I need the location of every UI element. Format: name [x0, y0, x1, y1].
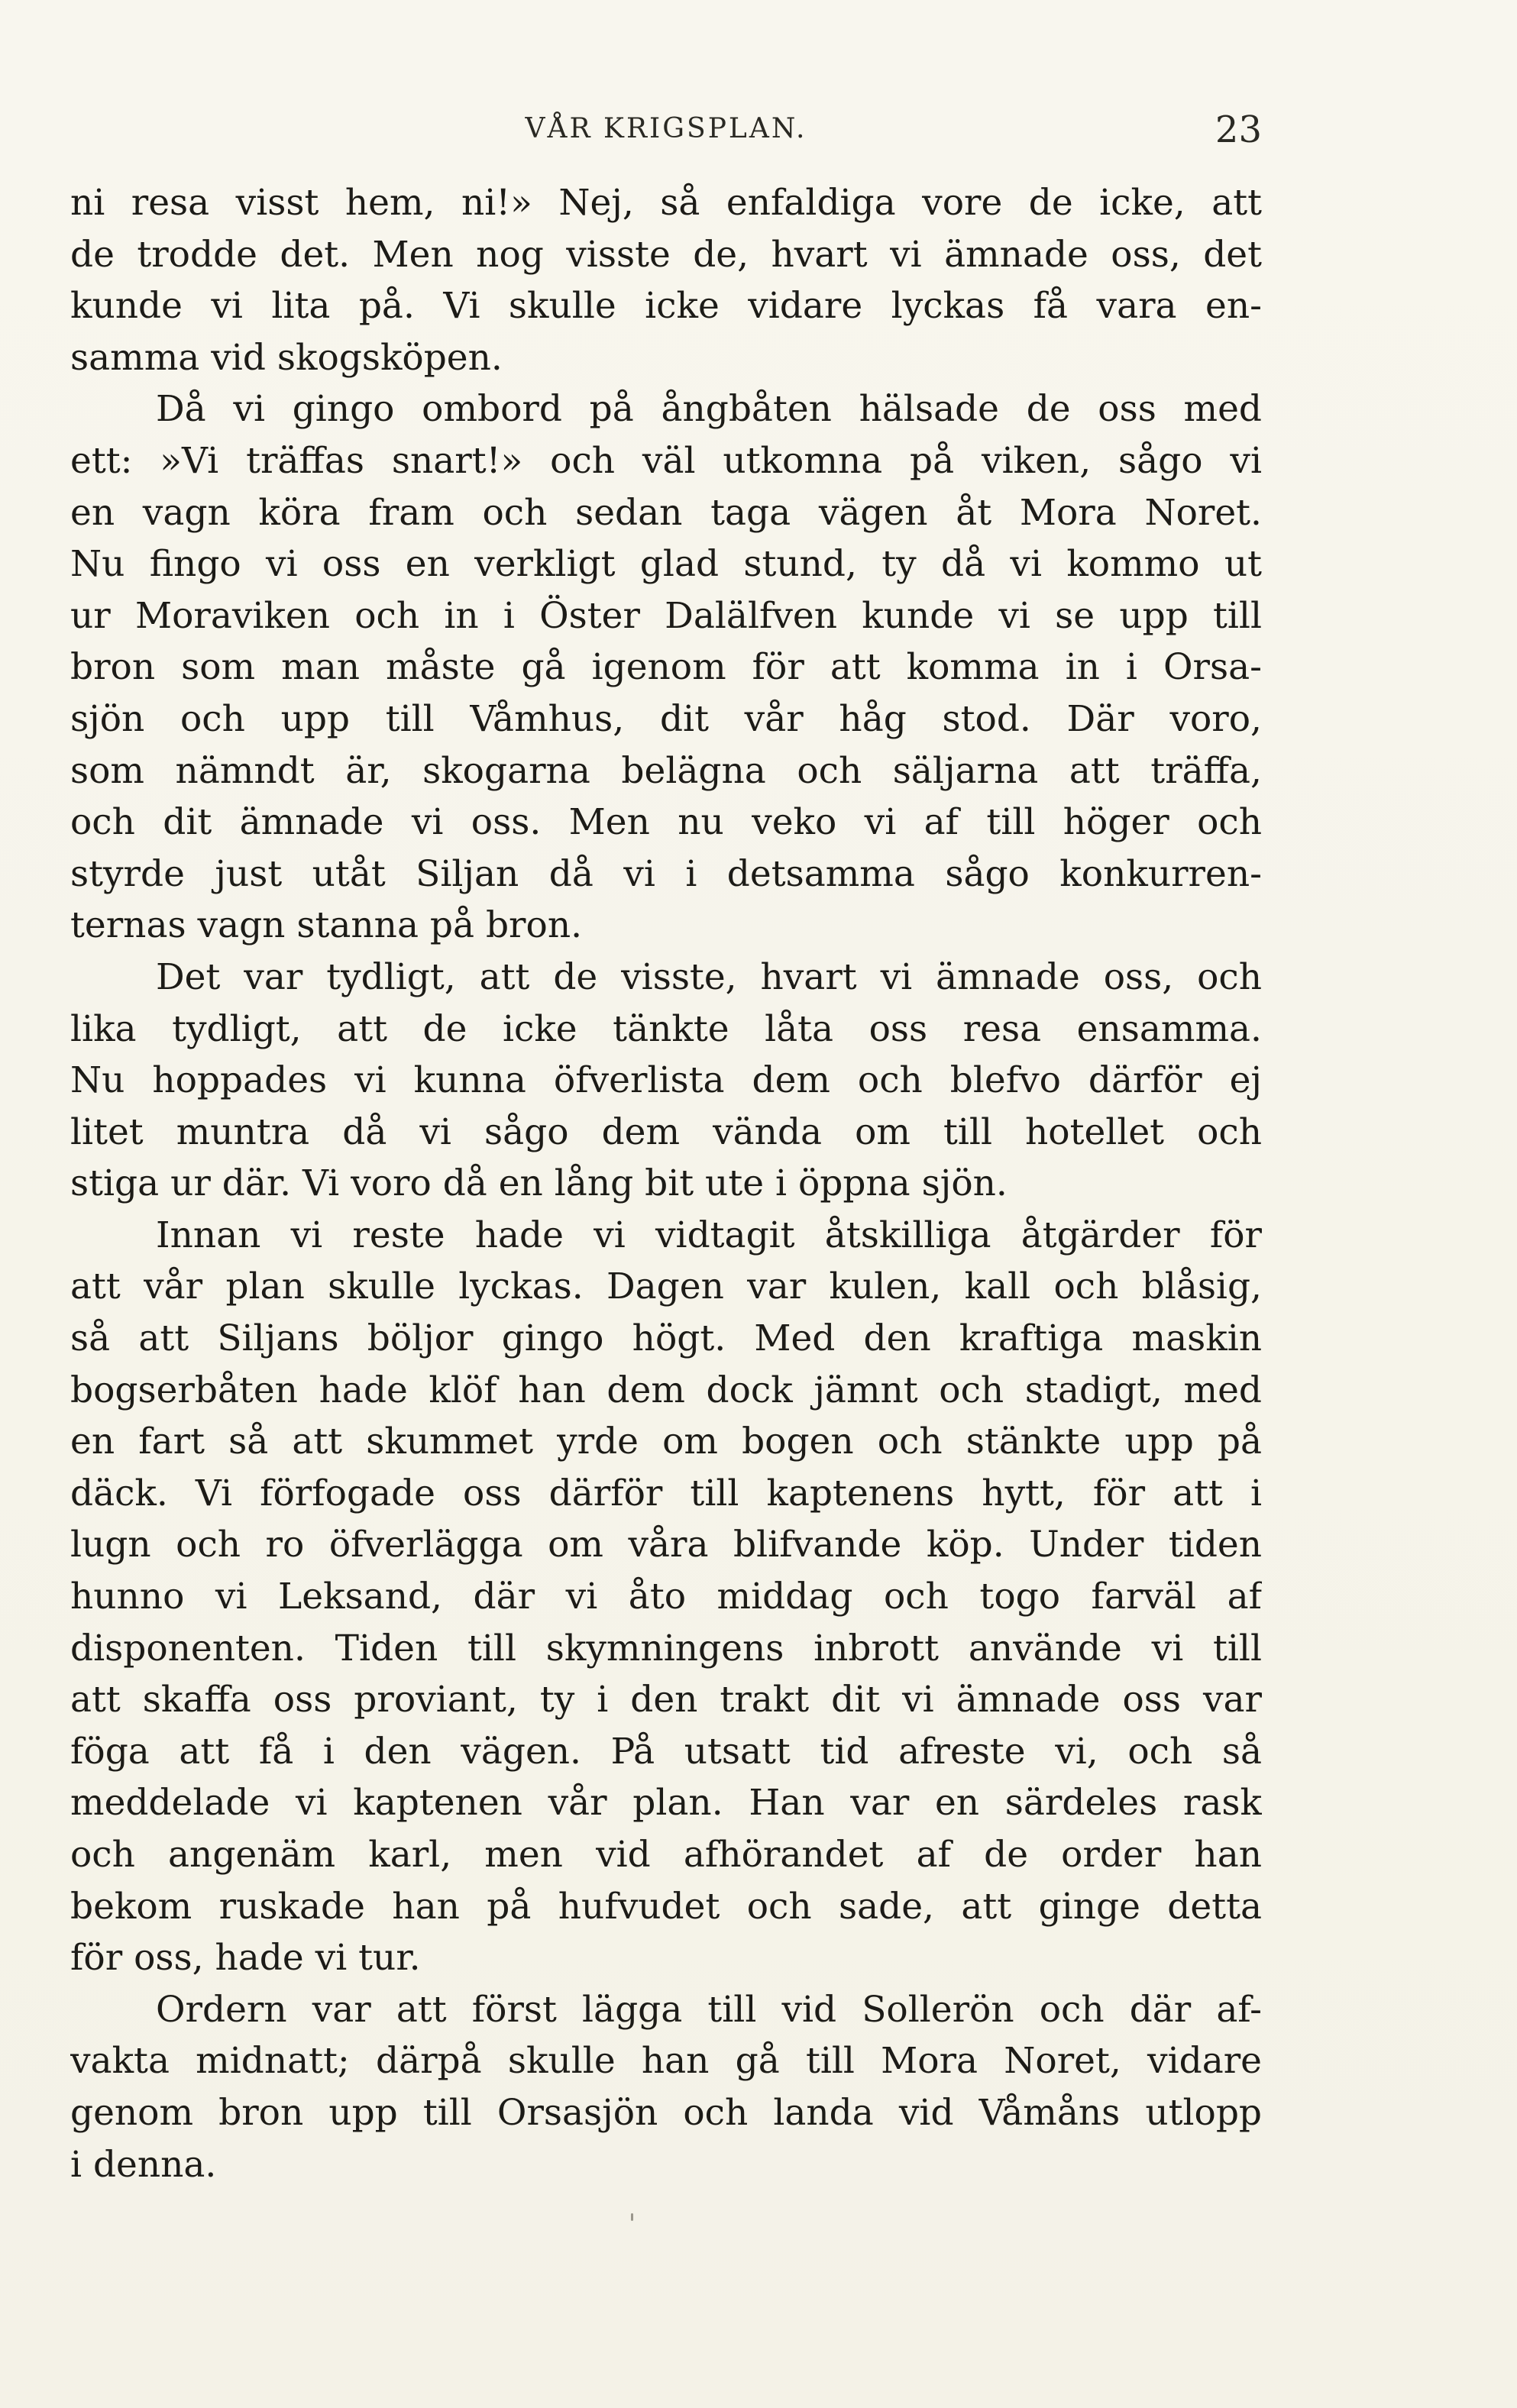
text-line: hunno vi Leksand, där vi åto middag och togo farväl af: [70, 1576, 1262, 1618]
text-line: bekom ruskade han på hufvudet och sade, att ginge detta: [70, 1885, 1262, 1928]
text-line: lugn och ro öfverlägga om våra blifvande köp. Under tiden: [70, 1524, 1262, 1566]
text-line: Nu hoppades vi kunna öfverlista dem och blefvo därför ej: [70, 1059, 1262, 1102]
text-line: och angenäm karl, men vid afhörandet af de order han: [70, 1834, 1262, 1876]
text-line: att vår plan skulle lyckas. Dagen var kulen, kall och blåsig,: [70, 1265, 1262, 1308]
text-line: bron som man måste gå igenom för att komma in i Orsa-: [70, 646, 1262, 689]
text-line: sjön och upp till Våmhus, dit vår håg stod. Där voro,: [70, 697, 1262, 740]
text-line: ett: »Vi träffas snart!» och väl utkomna på viken, sågo vi: [70, 439, 1262, 482]
text-line: ni resa visst hem, ni!» Nej, så enfaldiga vore de icke, att: [70, 182, 1262, 224]
running-head: [70, 108, 1262, 154]
text-line: litet muntra då vi sågo dem vända om till hotellet och: [70, 1110, 1262, 1153]
text-line: stiga ur där. Vi voro då en lång bit ute i öppna sjön.: [70, 1162, 1008, 1205]
running-title: VÅR KRIGSPLAN.: [525, 113, 807, 144]
text-line: lika tydligt, att de icke tänkte låta oss resa ensamma.: [70, 1007, 1262, 1050]
text-line: Då vi gingo ombord på ångbåten hälsade de oss med: [156, 388, 1262, 431]
text-line: de trodde det. Men nog visste de, hvart vi ämnade oss, det: [70, 233, 1262, 276]
text-line: samma vid skogsköpen.: [70, 336, 503, 379]
text-line: en vagn köra fram och sedan taga vägen åt Mora Noret.: [70, 491, 1262, 534]
text-line: disponenten. Tiden till skymningens inbrott använde vi till: [70, 1627, 1262, 1669]
text-line: och dit ämnade vi oss. Men nu veko vi af till höger och: [70, 801, 1262, 844]
text-line: vakta midnatt; därpå skulle han gå till Mora Noret, vidare: [70, 2040, 1262, 2083]
text-line: så att Siljans böljor gingo högt. Med den kraftiga maskin: [70, 1317, 1262, 1360]
text-line: ur Moraviken och in i Öster Dalälfven kunde vi se upp till: [70, 594, 1262, 637]
text-line: för oss, hade vi tur.: [70, 1937, 421, 1980]
text-line: däck. Vi förfogade oss därför till kaptenens hytt, för att i: [70, 1472, 1262, 1514]
text-line: ternas vagn stanna på bron.: [70, 904, 583, 947]
text-line: som nämndt är, skogarna belägna och säljarna att träffa,: [70, 749, 1262, 792]
text-line: Det var tydligt, att de visste, hvart vi ämnade oss, och: [156, 955, 1262, 998]
page-number: 23: [1215, 108, 1262, 151]
text-line: föga att få i den vägen. På utsatt tid afreste vi, och så: [70, 1730, 1262, 1773]
body-text: [70, 177, 1262, 2190]
text-line: Nu fingo vi oss en verkligt glad stund, ty då vi kommo ut: [70, 543, 1262, 586]
text-line: Innan vi reste hade vi vidtagit åtskilliga åtgärder för: [156, 1214, 1262, 1256]
text-line: att skaffa oss proviant, ty i den trakt dit vi ämnade oss var: [70, 1679, 1262, 1721]
text-line: meddelade vi kaptenen vår plan. Han var en särdeles rask: [70, 1782, 1262, 1825]
text-line: bogserbåten hade klöf han dem dock jämnt och stadigt, med: [70, 1369, 1262, 1411]
text-line: i denna.: [70, 2143, 217, 2186]
text-line: genom bron upp till Orsasjön och landa vid Våmåns utlopp: [70, 2091, 1262, 2134]
text-line: en fart så att skummet yrde om bogen och stänkte upp på: [70, 1421, 1262, 1463]
text-line: kunde vi lita på. Vi skulle icke vidare lyckas få vara en-: [70, 285, 1262, 328]
text-line: Ordern var att först lägga till vid Sollerön och där af-: [156, 1988, 1262, 2031]
text-line: styrde just utåt Siljan då vi i detsamma sågo konkurren-: [70, 852, 1262, 895]
paper-speck: [631, 2213, 633, 2221]
